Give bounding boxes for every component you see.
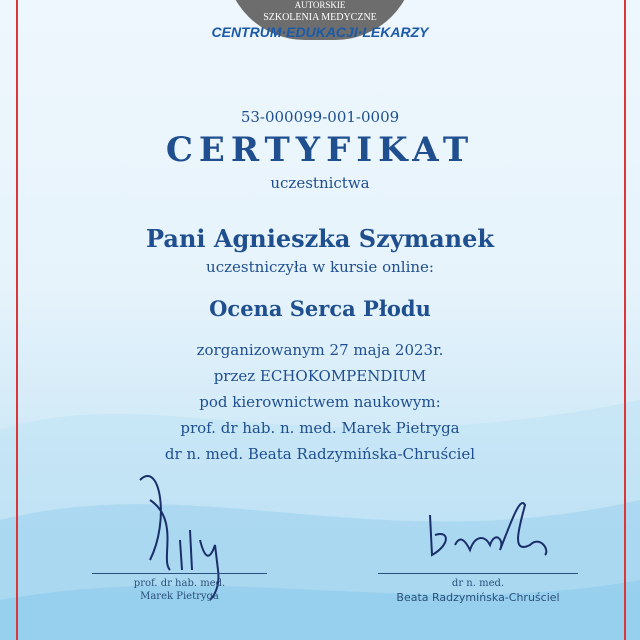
detail-line: pod kierownictwem naukowym:	[199, 393, 441, 411]
certificate-subtitle: uczestnictwa	[270, 174, 370, 192]
course-name: Ocena Serca Płodu	[209, 296, 431, 321]
certificate-number: 53-000099-001-0009	[240, 108, 400, 126]
detail-line: przez ECHOKOMPENDIUM	[213, 367, 427, 385]
signature-line-2	[378, 573, 578, 574]
signature-2-image	[420, 485, 560, 565]
detail-line: prof. dr hab. n. med. Marek Pietryga	[180, 419, 460, 437]
logo-text: SZKOLENIA MEDYCZNE	[263, 12, 377, 23]
logo-text: AUTORSKIE	[294, 0, 346, 10]
signature-1-name: Marek Pietryga	[140, 591, 219, 602]
detail-line: dr n. med. Beata Radzymińska-Chruściel	[164, 445, 476, 463]
signature-2-name: Beata Radzymińska-Chruściel	[396, 591, 560, 604]
participated-text: uczestniczyła w kursie online:	[206, 258, 434, 276]
signature-1-title: prof. dr hab. med.	[133, 578, 226, 589]
certificate-title: CERTYFIKAT	[165, 130, 475, 170]
logo-brand: CENTRUM·EDUKACJI·LEKARZY	[211, 24, 429, 40]
signature-line-1	[92, 573, 267, 574]
participant-name: Pani Agnieszka Szymanek	[146, 224, 494, 253]
detail-line: zorganizowanym 27 maja 2023r.	[196, 341, 444, 359]
signature-2-title: dr n. med.	[451, 578, 505, 589]
